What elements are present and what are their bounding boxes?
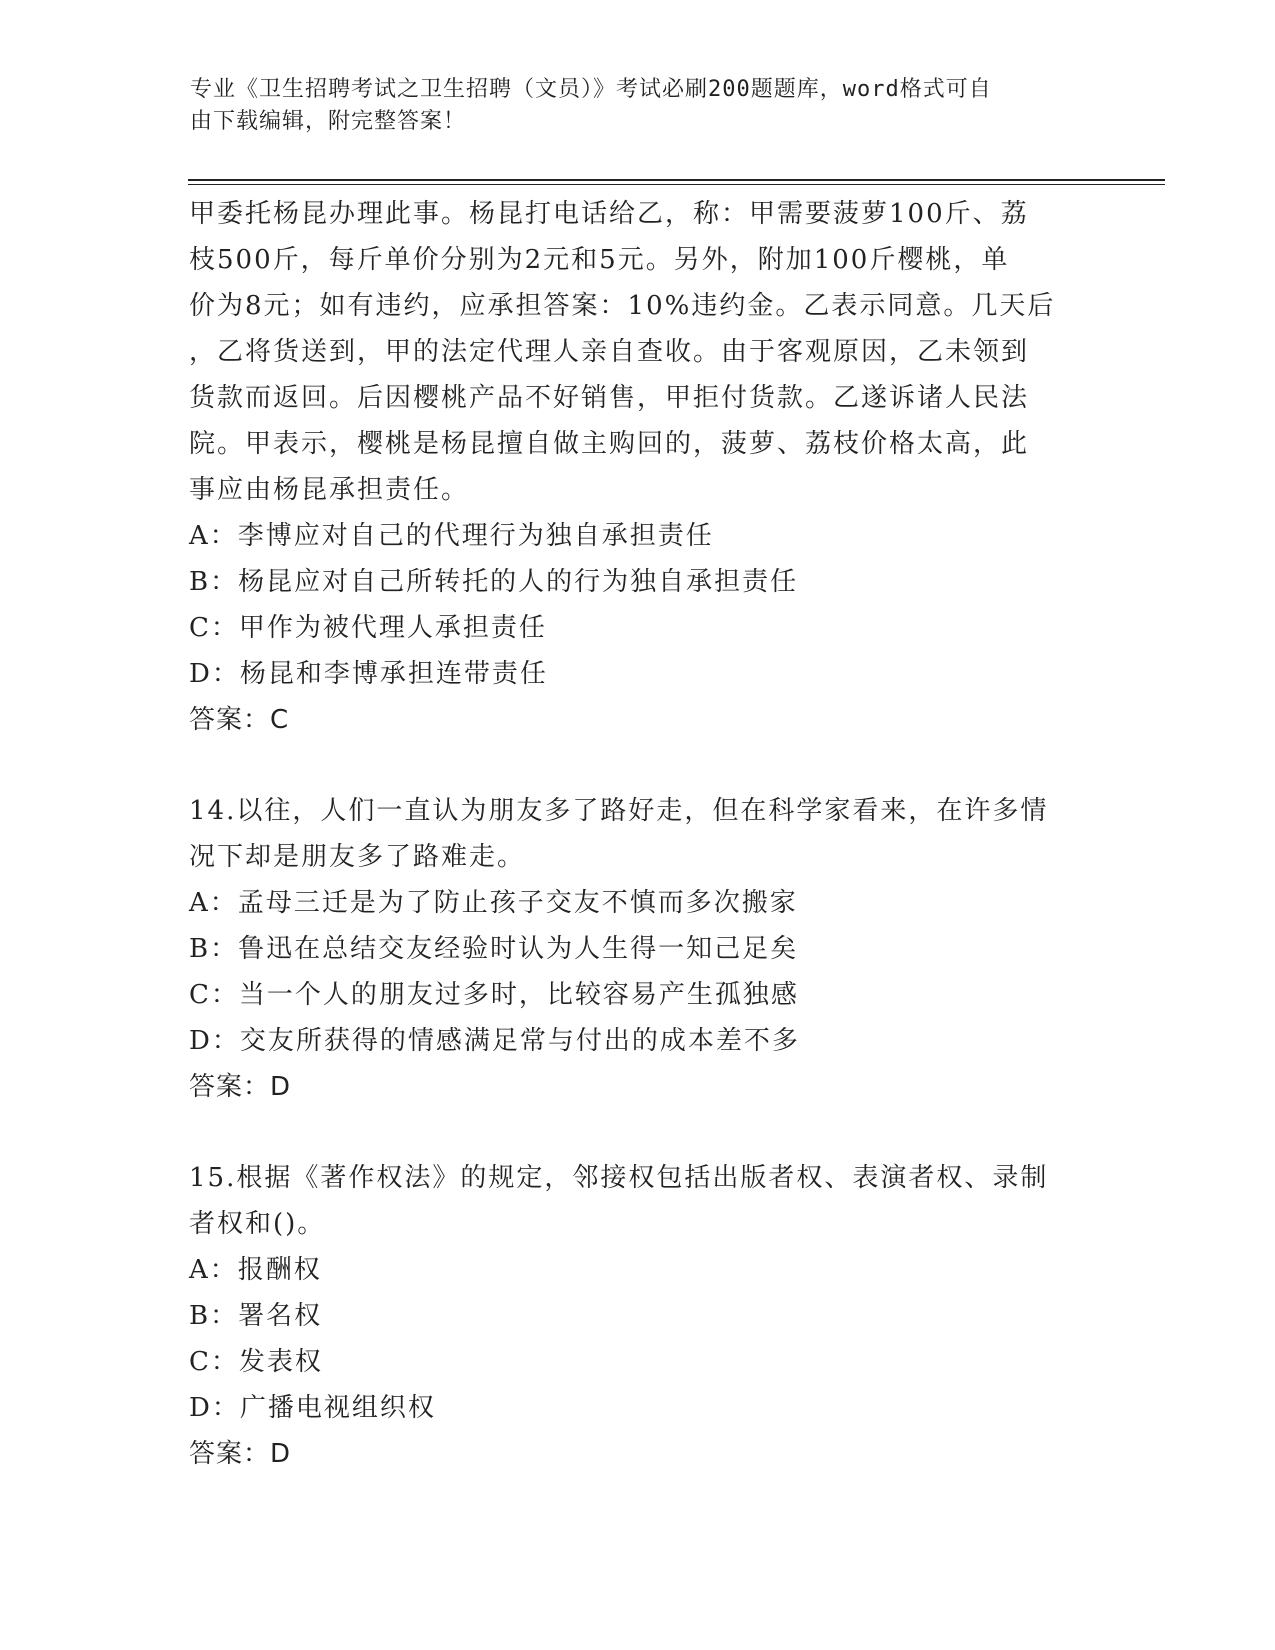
option-c: C：当一个人的朋友过多时，比较容易产生孤独感	[189, 980, 799, 1010]
option-d: D：交友所获得的情感满足常与付出的成本差不多	[189, 1026, 800, 1056]
option-c: C：发表权	[189, 1347, 323, 1377]
option-a: A：孟母三迁是为了防止孩子交友不慎而多次搬家	[189, 888, 798, 918]
question-text-line: ，乙将货送到，甲的法定代理人亲自查收。由于客观原因，乙未领到	[189, 337, 1030, 367]
answer: 答案：C	[189, 705, 290, 735]
option-d: D：杨昆和李博承担连带责任	[189, 659, 548, 689]
question-text-line: 货款而返回。后因樱桃产品不好销售，甲拒付货款。乙遂诉诸人民法	[189, 383, 1030, 413]
option-a: A：李博应对自己的代理行为独自承担责任	[189, 521, 714, 551]
question-text-line: 况下却是朋友多了路难走。	[189, 842, 526, 872]
answer: 答案：D	[189, 1439, 292, 1469]
question-text-line: 事应由杨昆承担责任。	[189, 475, 470, 505]
option-b: B：鲁迅在总结交友经验时认为人生得一知己足矣	[189, 934, 799, 964]
spacer	[189, 1110, 1089, 1155]
option-d: D：广播电视组织权	[189, 1393, 436, 1423]
option-b: B：杨昆应对自己所转托的人的行为独自承担责任	[189, 567, 799, 597]
question-text-line: 枝500斤，每斤单价分别为2元和5元。另外，附加100斤樱桃，单	[189, 245, 1010, 275]
question-text-line: 者权和()。	[189, 1209, 326, 1239]
header-line-2: 由下载编辑，附完整答案！	[190, 109, 467, 134]
question-text-line: 价为8元；如有违约，应承担答案：10%违约金。乙表示同意。几天后	[189, 291, 1056, 321]
question-text-line: 14.以往，人们一直认为朋友多了路好走，但在科学家看来，在许多情	[189, 796, 1049, 826]
spacer	[189, 743, 1089, 788]
question-13	[189, 191, 1089, 743]
question-14	[189, 788, 1089, 1110]
option-a: A：报酬权	[189, 1255, 322, 1285]
question-text-line: 院。甲表示，樱桃是杨昆擅自做主购回的，菠萝、荔枝价格太高，此	[189, 429, 1030, 459]
header-line-1: 专业《卫生招聘考试之卫生招聘（文员）》考试必刷200题题库，word格式可自	[190, 77, 992, 102]
question-text-line: 15.根据《著作权法》的规定，邻接权包括出版者权、表演者权、录制	[189, 1163, 1049, 1193]
option-b: B：署名权	[189, 1301, 323, 1331]
document-body	[189, 191, 1089, 1477]
question-15	[189, 1155, 1089, 1477]
option-c: C：甲作为被代理人承担责任	[189, 613, 547, 643]
header-divider-thin	[188, 184, 1165, 185]
answer: 答案：D	[189, 1072, 292, 1102]
document-header	[190, 74, 1070, 138]
header-divider-thick	[188, 179, 1165, 181]
question-text-line: 甲委托杨昆办理此事。杨昆打电话给乙，称：甲需要菠萝100斤、荔	[189, 199, 1029, 229]
